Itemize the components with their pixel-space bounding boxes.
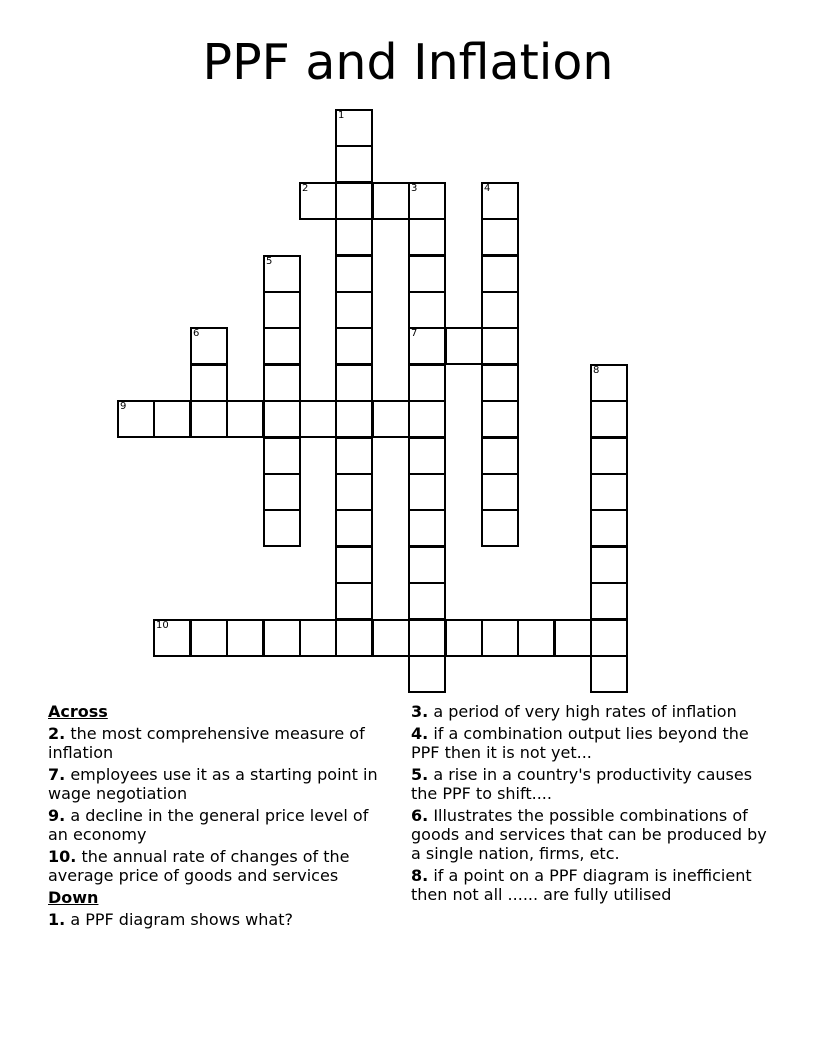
clue-down-3 (411, 702, 771, 721)
clue-across-9 (48, 806, 393, 844)
down-heading: Down (48, 888, 99, 907)
clue-number: 2. (48, 724, 66, 743)
grid-cell (445, 327, 483, 365)
grid-cell (590, 509, 628, 547)
grid-cell (335, 509, 373, 547)
grid-cell (408, 218, 446, 256)
cell-number: 7 (411, 328, 418, 339)
grid-cell (408, 291, 446, 329)
grid-cell (481, 182, 519, 220)
grid-cell (335, 400, 373, 438)
clue-down-5 (411, 765, 771, 803)
grid-cell (408, 582, 446, 620)
grid-cell (590, 582, 628, 620)
cell-number: 8 (593, 365, 600, 376)
grid-cell (299, 619, 337, 657)
grid-cell (299, 400, 337, 438)
grid-cell (263, 255, 301, 293)
clue-number: 5. (411, 765, 429, 784)
grid-cell (590, 473, 628, 511)
grid-cell (117, 400, 155, 438)
clue-text: a decline in the general price level of an economy (48, 806, 369, 844)
clue-text: a period of very high rates of inflation (433, 702, 737, 721)
cell-number: 5 (266, 256, 273, 267)
grid-cell (335, 437, 373, 475)
grid-cell (335, 473, 373, 511)
grid-cell (335, 619, 373, 657)
grid-cell (590, 619, 628, 657)
clue-number: 1. (48, 910, 66, 929)
grid-cell (554, 619, 592, 657)
cell-number: 1 (338, 110, 345, 121)
cell-number: 9 (120, 401, 127, 412)
grid-cell (408, 327, 446, 365)
grid-cell (408, 473, 446, 511)
grid-cell (517, 619, 555, 657)
grid-cell (590, 364, 628, 402)
grid-cell (408, 400, 446, 438)
grid-cell (590, 437, 628, 475)
grid-cell (190, 619, 228, 657)
grid-cell (335, 291, 373, 329)
grid-cell (335, 364, 373, 402)
cell-number: 6 (193, 328, 200, 339)
grid-cell (263, 291, 301, 329)
grid-cell (590, 655, 628, 693)
clue-across-2 (48, 724, 393, 762)
cell-number: 3 (411, 183, 418, 194)
grid-cell (263, 400, 301, 438)
clue-text: Illustrates the possible combinations of goods and services that can be produced by a single nation, firms, etc. (411, 806, 767, 863)
clue-number: 6. (411, 806, 429, 825)
grid-cell (372, 400, 410, 438)
clue-text: if a point on a PPF diagram is inefficient then not all ...... are fully utilised (411, 866, 752, 904)
grid-cell (481, 218, 519, 256)
clue-number: 10. (48, 847, 77, 866)
grid-cell (481, 437, 519, 475)
grid-cell (408, 182, 446, 220)
grid-cell (408, 255, 446, 293)
grid-cell (335, 145, 373, 183)
clue-text: employees use it as a starting point in wage negotiation (48, 765, 378, 803)
grid-cell (372, 182, 410, 220)
grid-cell (263, 473, 301, 511)
grid-cell (226, 400, 264, 438)
grid-cell (263, 509, 301, 547)
grid-cell (481, 255, 519, 293)
grid-cell (335, 546, 373, 584)
clue-across-7 (48, 765, 393, 803)
grid-cell (590, 400, 628, 438)
clues-left-column (48, 702, 393, 932)
grid-cell (299, 182, 337, 220)
clue-number: 7. (48, 765, 66, 784)
grid-cell (481, 364, 519, 402)
grid-cell (335, 255, 373, 293)
grid-cell (153, 619, 191, 657)
grid-cell (335, 218, 373, 256)
clue-down-4 (411, 724, 771, 762)
grid-cell (590, 546, 628, 584)
grid-cell (372, 619, 410, 657)
grid-cell (445, 619, 483, 657)
grid-cell (190, 327, 228, 365)
grid-cell (335, 109, 373, 147)
grid-cell (481, 291, 519, 329)
grid-cell (263, 327, 301, 365)
clue-down-1 (48, 910, 393, 929)
grid-cell (335, 582, 373, 620)
grid-cell (408, 619, 446, 657)
page-title: PPF and Inflation (202, 34, 614, 91)
clue-number: 4. (411, 724, 429, 743)
grid-cell (263, 619, 301, 657)
clue-number: 3. (411, 702, 429, 721)
cell-number: 10 (156, 620, 169, 631)
clue-text: a rise in a country's productivity causes the PPF to shift.... (411, 765, 753, 803)
clue-text: the annual rate of changes of the average price of goods and services (48, 847, 350, 885)
across-heading: Across (48, 702, 108, 721)
grid-cell (335, 182, 373, 220)
cell-number: 4 (484, 183, 491, 194)
clue-text: if a combination output lies beyond the PPF then it is not yet... (411, 724, 749, 762)
grid-cell (263, 437, 301, 475)
clue-number: 9. (48, 806, 66, 825)
grid-cell (481, 327, 519, 365)
grid-cell (263, 364, 301, 402)
grid-cell (408, 509, 446, 547)
grid-cell (408, 364, 446, 402)
clue-text: a PPF diagram shows what? (70, 910, 293, 929)
grid-cell (153, 400, 191, 438)
clue-number: 8. (411, 866, 429, 885)
grid-cell (481, 509, 519, 547)
grid-cell (335, 327, 373, 365)
grid-cell (190, 364, 228, 402)
grid-cell (408, 437, 446, 475)
clue-down-8 (411, 866, 771, 904)
clue-down-6 (411, 806, 771, 863)
grid-cell (408, 546, 446, 584)
grid-cell (481, 473, 519, 511)
grid-cell (408, 655, 446, 693)
clues-right-column (411, 702, 771, 907)
clue-across-10 (48, 847, 393, 885)
grid-cell (481, 619, 519, 657)
grid-cell (481, 400, 519, 438)
grid-cell (226, 619, 264, 657)
cell-number: 2 (302, 183, 309, 194)
grid-cell (190, 400, 228, 438)
clue-text: the most comprehensive measure of inflation (48, 724, 365, 762)
